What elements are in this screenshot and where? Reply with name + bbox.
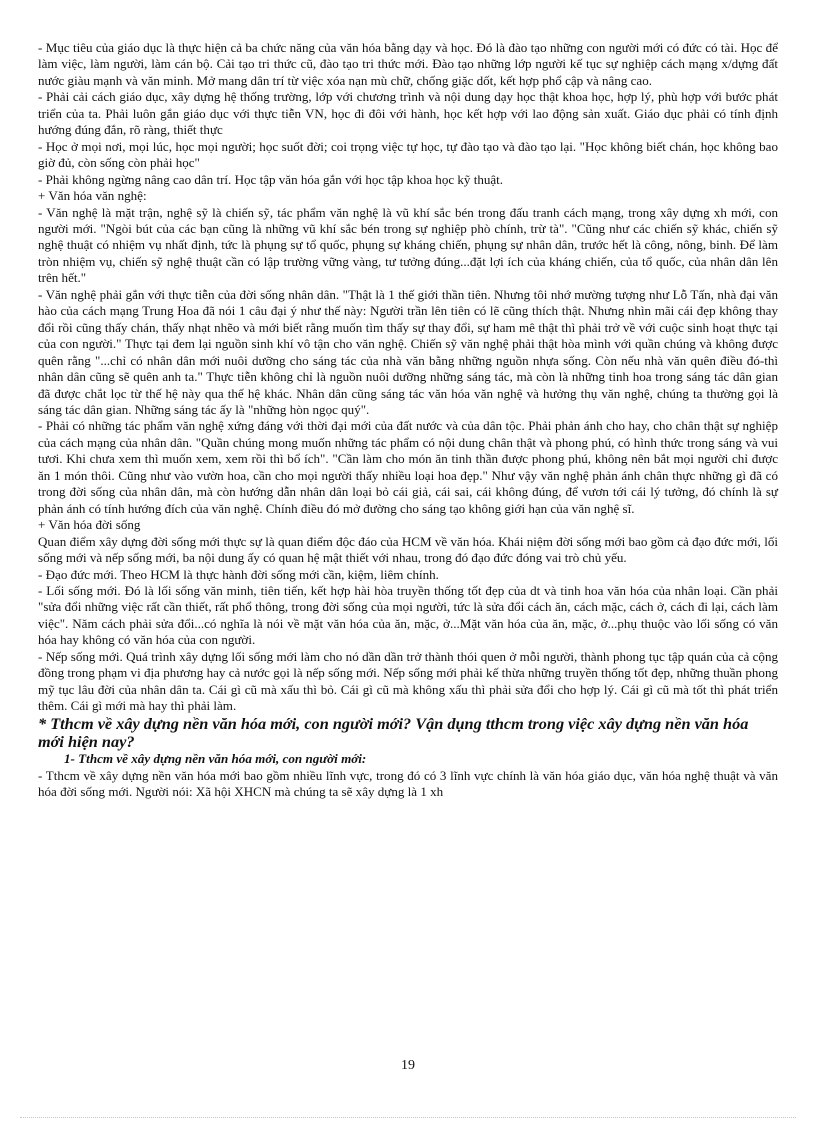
paragraph-raise-knowledge: - Phải không ngừng nâng cao dân trí. Học tập văn hóa gắn với học tập khoa học kỹ thuật. (38, 171, 504, 187)
heading-main-question: * Tthcm về xây dựng nền văn hóa mới, con người mới? Vận dụng tthcm trong việc xây dựng nền văn hóa mới hiện nay? (38, 713, 749, 751)
paragraph-new-lifestyle: - Lối sống mới. Đó là lối sống văn minh, tiên tiến, kết hợp hài hòa truyền thống tốt đẹp của dt và tinh hoa văn hóa của nhân loại. Cần phải "sửa đổi những việc rất cần thiết, rất phổ thông, trong đời sống của mọi người, tức là sửa đổi cách ăn, cách mặc, cách ở, cách đi lại, cách làm việc". Năm cách phải sửa đổi...có nghĩa là nói về mặt văn hóa của ăn, mặc, ở...Mặt văn hóa của ăn, mặc, ở...phụ thuộc vào lối sống có văn hóa hay không có văn hóa của con người. (38, 582, 778, 648)
paragraph-education-reform: - Phải cải cách giáo dục, xây dựng hệ thống trường, lớp với chương trình và nội dung dạy học thật khoa học, hợp lý, phù hợp với bước phát triển của ta. Phải luôn gắn giáo dục với thực tiễn VN, học đi đôi với hành, học kết hợp với lao động sản xuất. Giáo dục phải có tính định hướng đúng đắn, rõ ràng, thiết thực (38, 89, 778, 138)
paragraph-closing: - Tthcm về xây dựng nền văn hóa mới bao gồm nhiều lĩnh vực, trong đó có 3 lĩnh vực chính là văn hóa giáo dục, văn hóa nghệ thuật và văn hóa đời sống mới. Người nói: Xã hội XHCN mà chúng ta sẽ xây dựng là 1 xh (38, 767, 778, 800)
bottom-divider (20, 1117, 796, 1118)
paragraph-new-life-view: Quan điểm xây dựng đời sống mới thực sự là quan điểm độc đáo của HCM về văn hóa. Khái niệm đời sống mới bao gồm cả đạo đức mới, lối sống mới và nếp sống mới, ba nội dung ấy có quan hệ mật thiết với nhau, trong đó đạo đức đóng vai trò chủ yếu. (38, 533, 778, 566)
paragraph-arts-works: - Phải có những tác phẩm văn nghệ xứng đáng với thời đại mới của đất nước và của dân tộc. Phải phản ánh cho hay, cho chân thật sự nghiệp của cách mạng của nhân dân. "Quần chúng mong muốn những tác phẩm có nội dung chân thật và phong phú, có hình thức trong sáng và vui tươi. Khi chưa xem thì muốn xem, xem rồi thì bổ ích". "Cần làm cho món ăn tinh thần được phong phú, không nên bắt mọi người chỉ được ăn 1 món thôi. Cũng như vào vườn hoa, cần cho mọi người thấy nhiều loại hoa đẹp." Như vậy văn nghệ phản ánh chân thực những gì đã có trong đời sống của nhân dân, mà còn hướng dẫn nhân dân loại bỏ cái giả, cái sai, cái không đúng, để vươn tới cái lý tưởng, đó chính là sự phản ánh có tính hướng đích của văn nghệ. Chính điều đó mở đường cho sáng tạo không giới hạn của văn nghệ sĩ. (38, 418, 778, 516)
heading-subsection: 1- Tthcm về xây dựng nền văn hóa mới, con người mới: (64, 751, 367, 767)
section-label-life-culture: + Văn hóa đời sống (38, 517, 141, 533)
page-number: 19 (401, 1058, 415, 1073)
paragraph-new-ethics: - Đạo đức mới. Theo HCM là thực hành đời sống mới cần, kiệm, liêm chính. (38, 566, 439, 582)
document-page (38, 40, 778, 801)
paragraph-arts-front: - Văn nghệ là mặt trận, nghệ sỹ là chiến sỹ, tác phẩm văn nghệ là vũ khí sắc bén trong đấu tranh cách mạng, trong xây dựng xh mới, con người mới. "Ngòi bút của các bạn cũng là những vũ khí sắc bén trong sự nghiệp phò chính, trừ tà". "Cũng như các chiến sỹ khác, chiến sỹ nghệ thuật có nhiệm vụ nhất định, tức là phụng sự tổ quốc, phụng sự kháng chiến, phụng sự nhân dân, trước hết là công, nông, binh. Để làm tròn nhiệm vụ, chiến sỹ nghệ thuật cần có lập trường vững vàng, tư tưởng đúng...đặt lợi ích của kháng chiến, của tổ quốc, của nhân dân lên trên hết." (38, 204, 778, 286)
paragraph-lifelong-learning: - Học ở mọi nơi, mọi lúc, học mọi người; học suốt đời; coi trọng việc tự học, tự đào tạo và đào tạo lại. "Học không biết chán, học không bao giờ đủ, còn sống còn phải học" (38, 138, 778, 171)
paragraph-arts-reality: - Văn nghệ phải gắn với thực tiễn của đời sống nhân dân. "Thật là 1 thế giới thần tiên. Nhưng tôi nhớ mường tượng như Lỗ Tấn, nhà đại văn hào của cách mạng Trung Hoa đã nói 1 câu đại ý như thế này: Người trần lên tiên có lẽ cũng thích thật. Nhưng nhìn mãi cái đẹp không thay đổi rồi cũng thấy chán, thấy nhạt nhẽo và mới biết rằng muốn tìm thấy sự thay đổi, sự ham mê thật thì phải trở về với cuộc sinh hoạt thực tại của con người." Thực tại đem lại nguồn sinh khí vô tận cho văn nghệ. Chiến sỹ văn nghệ phải thật hòa mình với quần chúng và không được quên rằng "...chỉ có nhân dân mới nuôi dưỡng cho sáng tác của nhà văn bằng những nguồn nhựa sống. Còn nếu nhà văn quên điều đó-thì nhân dân cũng sẽ quên anh ta." Thực tiễn không chỉ là nguồn nuôi dưỡng những sáng tác, mà còn là những tinh hoa trong sáng tác dân gian đã được chắt lọc từ thế hệ này qua thế hệ khác. Nhân dân cũng sáng tác văn hóa văn nghệ và hưởng thụ văn nghệ, chúng ta thường gọi là sáng tác dân gian. Những sáng tác ấy là "những hòn ngọc quý". (38, 286, 778, 417)
paragraph-new-customs: - Nếp sống mới. Quá trình xây dựng lối sống mới làm cho nó dần dần trở thành thói quen ở mỗi người, thành phong tục tập quán của cả cộng đồng trong phạm vi địa phương hay cả nước gọi là nếp sống mới. Nếp sống mới phải kế thừa những truyền thống tốt đẹp, những thuần phong mỹ tục lâu đời của nhân dân ta. Cái gì cũ mà xấu thì bỏ. Cái gì cũ mà không xấu thì phải sửa đổi cho hợp lý. Cái gì cũ mà tốt thì phát triển thêm. Cái gì mới mà hay thì phải làm. (38, 648, 778, 714)
section-label-arts-culture: + Văn hóa văn nghệ: (38, 188, 147, 204)
paragraph-education-goal: - Mục tiêu của giáo dục là thực hiện cả ba chức năng của văn hóa bằng dạy và học. Đó là đào tạo những con người mới có đức có tài. Học để làm việc, làm người, làm cán bộ. Cải tạo tri thức cũ, đào tạo tri thức mới. Đào tạo những lớp người kế tục sự nghiệp cách mạng x/dựng đất nước giàu mạnh và văn minh. Mở mang dân trí từ việc xóa nạn mù chữ, chống giặc dốt, kết hợp phổ cập và nâng cao. (38, 40, 778, 88)
